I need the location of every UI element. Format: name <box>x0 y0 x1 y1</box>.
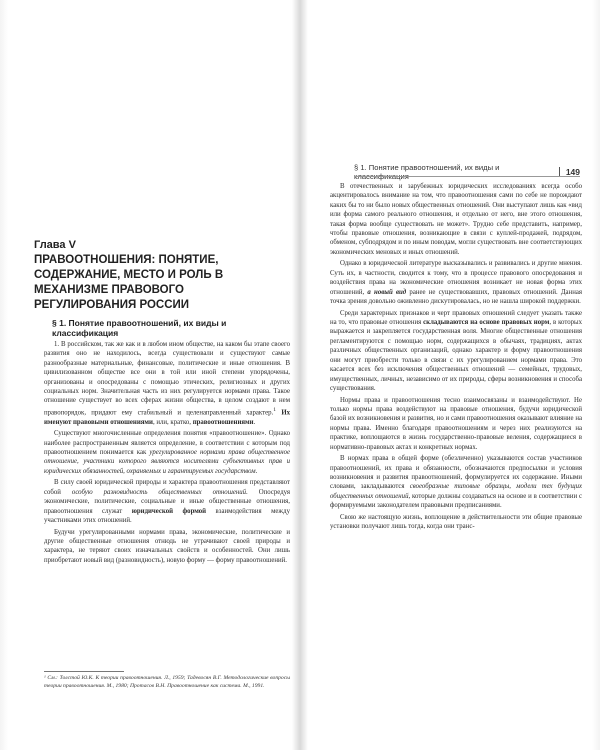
p1-text: 1. В российском, так же как и в любом ином обществе, на каком бы этапе своего развития оно не находилось, всегда существовали и существуют самые разнообразные материальные, финансовые, политические и иные отношения. В цивилизованном обществе все они в той или иной степени упорядочены, организованы и опосредованы с помощью этических, религиозных и других социальных норм. Значительная часть из них регулируется нормами права. Такое отношение существует во всех сферах жизни общества, в целом создают в нем правопорядок, придают ему стабильный и целенаправленный характер. <box>44 341 290 417</box>
running-head-rule <box>354 176 580 177</box>
section-heading: § 1. Понятие правоотношений, их виды и классификация <box>52 318 227 338</box>
p2-a: Существуют многочисленные определения понятия «правоотношение». Однако наиболее распространенным является определение, в соответствии с которым под правоотношением понимается как <box>44 430 290 456</box>
right-paragraph-2 <box>330 259 582 306</box>
right-paragraph-4: Нормы права и правоотношения тесно взаимосвязаны и взаимодействуют. Не только нормы права воздействуют на правовые отношения, будучи юридической базой их возникновения и развития, но и сами правоотношения оказывают влияние на нормы права. Именно благодаря правоотношениям и через них реализуются на практике, воплощаются в жизнь государственно-правовые веления, содержащиеся в нормативно-правовых актах и конкретных нормах. <box>330 396 582 451</box>
paragraph-1 <box>44 340 290 427</box>
right-paragraph-6: Свою же настоящую жизнь, воплощение в действительности эти общие правовые установки получают лишь тогда, когда они транс- <box>330 513 582 531</box>
r3-bold: складываются на основе правовых норм <box>423 319 550 327</box>
paragraph-4: Будучи урегулированными нормами права, экономические, политические и другие общественные отношения отнюдь не утрачивают своей природы и характера, не теряют своих изначальных свойств и особенностей. Они лишь приобретают новый вид (разновидность), новую форму — форму правоотношений. <box>44 528 290 564</box>
r5-b: , которые должны создаваться на основе и в соответствии с формируемыми законодателем правовыми предписаниями. <box>330 492 582 510</box>
page-number: 149 <box>565 167 580 177</box>
right-paragraph-1: В отечественных и зарубежных юридических исследованиях всегда особо акцентировалось внимание на том, что правоотношения сами по себе не порождают каких бы то ни было новых общественных отношений. Они выступают лишь как «вид или форма самого реального отношения, и отдельно от него, вне этого отношения, такая форма вообще существовать не может». Трудно себе представить, например, чтобы правовые отношения, возникающие в связи с куплей-продажей, подрядом, обменом, субподрядом и по иным поводам, могли существовать вне соответствующих экономических меновых и иных отношений. <box>330 183 582 256</box>
footnote-ref: 1 <box>273 406 277 413</box>
r3-a: Среди характерных признаков и черт правовых отношений следует указать также на то, что правовые отношения <box>330 309 582 327</box>
r3-b: , в которых выражается и закрепляется государственная воля. Многие общественные отношения регламентируются с помощью норм, содержащихся в обычаях, традициях, актах различных общественных организаций, однако характер и форму правоотношения они могут приобрести только в связи с их урегулированием нормами права. Это касается всех без исключения общественных отношений — семейных, трудовых, имущественных, личных, независимо от их природы, сферы возникновения и способа существования. <box>330 319 583 392</box>
p3-a: В силу своей юридической природы и характера правоотношения представляют собой <box>44 479 290 496</box>
left-body-text <box>44 340 290 567</box>
p3-bold: юридической формой <box>131 507 207 515</box>
p1-bold2: правоотношениями <box>192 418 254 426</box>
left-page <box>22 0 292 750</box>
chapter-title: ПРАВООТНОШЕНИЯ: ПОНЯТИЕ, СОДЕРЖАНИЕ, МЕСТО И РОЛЬ В МЕХАНИЗМЕ ПРАВОВОГО РЕГУЛИРОВАНИЯ РОССИИ <box>34 254 224 311</box>
r2-a: Однако в юридической литературе высказывались и развивались и другие мнения. Суть их, в частности, сводится к тому, что в процессе правового опосредования и воздействия права на экономические отношения возникает не новая форма этих отношений, <box>330 260 582 296</box>
r2-b: ранее не существовавших, правовых отношений. Данная точка зрения довольно оживленно дискутировалась, но не нашла широкой поддержки. <box>330 288 582 306</box>
p3-c: взаимодействия между участниками этих отношений. <box>44 507 290 524</box>
right-page <box>314 0 588 750</box>
p1-end: . <box>253 418 256 426</box>
footnote-1: ¹ См.: Толстой Ю.К. К теории правоотношения. Л., 1959; Тадевосян В.Г. Методологические вопросы теории правоотношения. М., 1980; Протасов В.Н. Правоотношение как система. М., 1991. <box>44 675 290 689</box>
paragraph-3 <box>44 478 290 525</box>
right-paragraph-5 <box>330 454 582 510</box>
p2-b: . <box>255 467 258 475</box>
running-head-section: § 1. Понятие правоотношений, их виды и классификация <box>354 163 500 181</box>
p2-italic: урегулированное нормами права общественное отношение, участники которого являются носителями субъективных прав и юридических обязанностей, охраняемых и гарантируемых государством <box>44 448 291 475</box>
r5-italic: своеобразные типовые образцы, модели тех будущих общественных отношений <box>330 483 582 500</box>
r5-a: В нормах права в общей форме (обезличенно) указываются состав участников правоотношений, их права и обязанности, обозначаются предпосылки и условия возникновения и развития правоотношений, формулируется их содержание. Иными словами, закладываются <box>330 455 582 491</box>
p3-b: . Опосредуя экономические, политические, социальные и иные общественные отношения, правоотношения служат <box>44 488 291 515</box>
p1-bold: Их именуют правовыми отношениями <box>44 409 290 426</box>
p1-mid: , или, кратко, <box>152 418 193 426</box>
running-head <box>354 163 580 181</box>
right-paragraph-3 <box>330 309 582 394</box>
footnotes <box>44 675 290 690</box>
chapter-label: Глава V <box>34 239 76 251</box>
paragraph-2 <box>44 429 290 476</box>
p3-italic: особую разновидность общественных отношений <box>71 488 247 496</box>
r2-bold-italic: а новый вид <box>367 288 407 296</box>
footnote-rule <box>44 671 124 672</box>
right-body-text <box>330 182 582 534</box>
